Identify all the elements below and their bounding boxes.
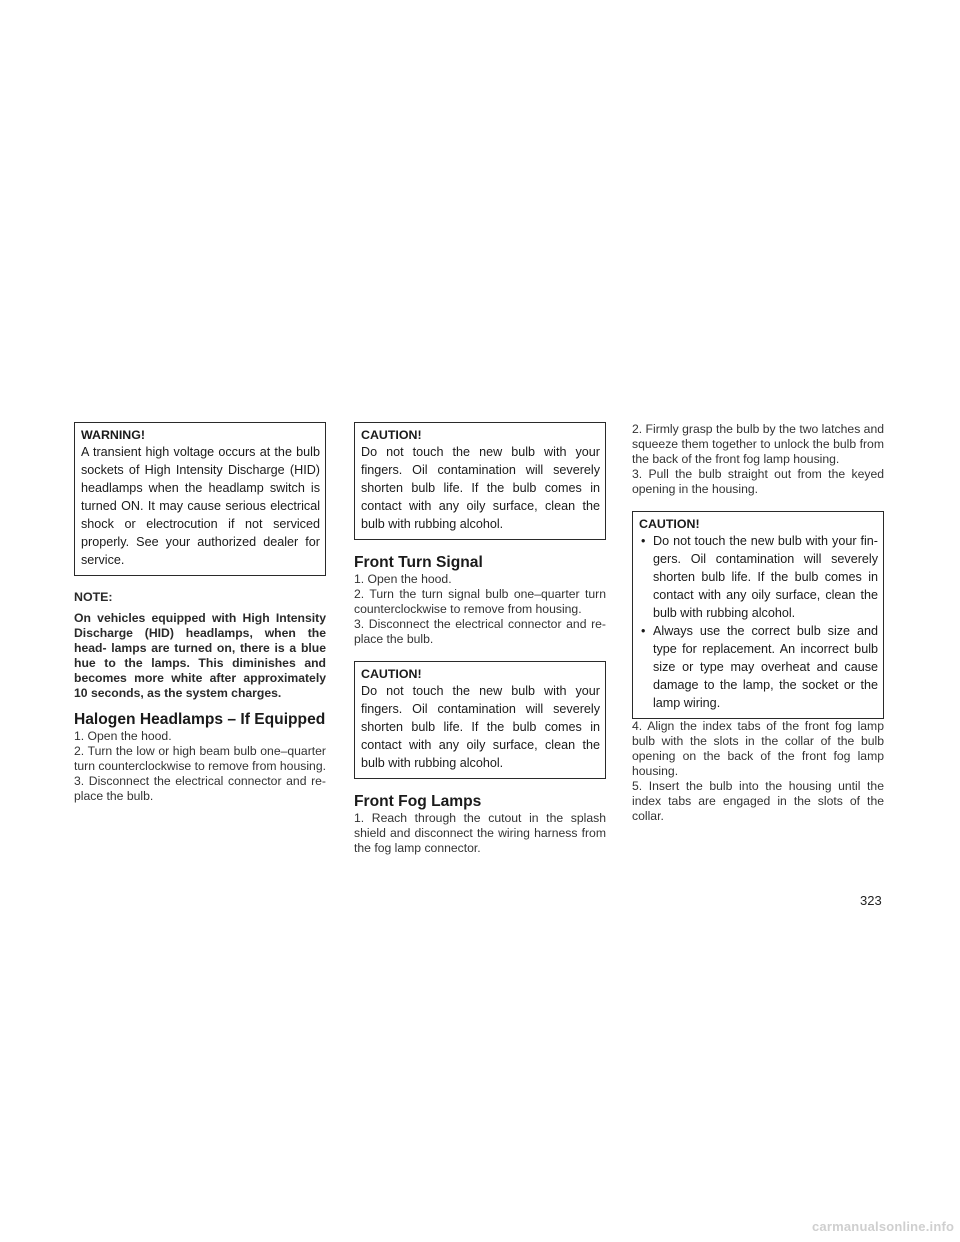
turn-signal-step: 1. Open the hood. xyxy=(354,572,452,586)
caution-box xyxy=(354,422,606,540)
fog-lamp-step: 1. Reach through the cutout in the splash shield and disconnect the wiring harness from the fog lamp connector. xyxy=(354,811,606,855)
caution-title: CAUTION! xyxy=(361,667,422,681)
fog-lamp-step: 2. Firmly grasp the bulb by the two latches and squeeze them together to unlock the bulb from the back of the front fog lamp housing. xyxy=(632,422,885,466)
warning-box xyxy=(74,422,326,576)
page-number: 323 xyxy=(860,893,882,908)
caution-text: Do not touch the new bulb with your fingers. Oil contamination will severely shorten bulb life. If the bulb comes in contact with any oily surface, clean the bulb with rubbing alcohol. xyxy=(361,445,600,531)
halogen-step: 3. Disconnect the electrical connector and re- place the bulb. xyxy=(74,774,326,803)
caution-title: CAUTION! xyxy=(639,517,700,531)
watermark-text: carmanualsonline.info xyxy=(812,1219,955,1234)
warning-text: A transient high voltage occurs at the bulb sockets of High Intensity Discharge (HID) headlamps when the headlamp switch is turned ON. It may cause serious electrical shock or electrocution if not serviced properly. See your authorized dealer for service. xyxy=(81,445,320,567)
caution-bullet: • Always use the correct bulb size and type for replacement. An incorrect bulb size or type may overheat and cause damage to the lamp, the socket or the lamp wiring. xyxy=(639,622,878,712)
halogen-step: 2. Turn the low or high beam bulb one–quarter turn counterclockwise to remove from housing. xyxy=(74,744,326,773)
halogen-headlamps-heading: Halogen Headlamps – If Equipped xyxy=(74,711,326,728)
column-left xyxy=(74,422,326,804)
note-label: NOTE: xyxy=(74,590,113,604)
caution-bullet: • Do not touch the new bulb with your fin- gers. Oil contamination will severely shorten bulb life. If the bulb comes in contact with any oily surface, clean the bulb with rubbing alcohol. xyxy=(639,532,878,622)
caution-title: CAUTION! xyxy=(361,428,422,442)
fog-lamp-step: 5. Insert the bulb into the housing until the index tabs are engaged in the slots of the collar. xyxy=(632,779,884,823)
fog-lamp-step: 3. Pull the bulb straight out from the keyed opening in the housing. xyxy=(632,467,884,496)
caution-text: Do not touch the new bulb with your fingers. Oil contamination will severely shorten bulb life. If the bulb comes in contact with any oily surface, clean the bulb with rubbing alcohol. xyxy=(361,684,600,770)
front-fog-lamps-heading: Front Fog Lamps xyxy=(354,793,482,810)
warning-title: WARNING! xyxy=(81,428,146,442)
turn-signal-step: 2. Turn the turn signal bulb one–quarter turn counterclockwise to remove from housing. xyxy=(354,587,606,616)
turn-signal-step: 3. Disconnect the electrical connector and re- place the bulb. xyxy=(354,617,606,646)
front-turn-signal-heading: Front Turn Signal xyxy=(354,554,483,571)
fog-lamp-step: 4. Align the index tabs of the front fog lamp bulb with the slots in the collar of the bulb opening on the back of the front fog lamp housing. xyxy=(632,719,884,778)
column-right xyxy=(632,422,884,824)
caution-box xyxy=(354,661,606,779)
caution-box xyxy=(632,511,884,719)
note-text: On vehicles equipped with High Intensity Discharge (HID) headlamps, when the head- lamps are turned on, there is a blue hue to the lamps. This diminishes and becomes more white after approximately 10 seconds, as the system charges. xyxy=(74,611,326,700)
column-middle xyxy=(354,422,606,856)
halogen-step: 1. Open the hood. xyxy=(74,729,172,743)
caution-bullet-list xyxy=(639,532,878,712)
